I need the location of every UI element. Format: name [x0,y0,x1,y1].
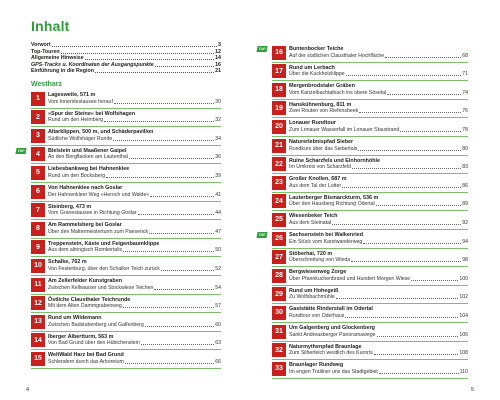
tour-number: 24 [272,194,286,208]
tour-subtitle-line [48,154,221,161]
tour-entry[interactable] [272,211,468,230]
tour-number: 19 [272,101,286,115]
tour-text [289,63,468,81]
tour-subtitle: Im engen Trailiner uns das Stadtgebiet [289,368,378,375]
tour-page: 94 [462,238,468,245]
tour-list-left [17,90,221,369]
tour-subtitle: Sankt Andreasberger Panoramawege [289,331,376,338]
leader-dots [400,127,461,132]
tour-subtitle-line [48,266,221,273]
tour-subtitle-line [48,99,221,106]
tour-entry[interactable] [272,323,468,342]
tour-entry[interactable] [272,193,468,212]
tour-text [289,304,468,322]
leader-dots [113,136,214,141]
tour-subtitle-line [48,117,221,124]
tour-subtitle: Zwei Routen von Riefensbeek [289,108,359,115]
tour-text [48,146,221,164]
tour-number: 3 [31,129,45,143]
top-tour-badge: TOP [258,232,266,237]
tour-text [48,90,221,108]
tour-page: 102 [459,294,468,301]
leader-dots [161,266,214,271]
tour-number: 8 [31,222,45,236]
tour-number: 17 [272,64,286,78]
tour-subtitle-line [48,359,221,366]
tour-name: Hanskühnenburg, 811 m [289,101,352,108]
toc-entry[interactable] [31,62,221,69]
tour-text [289,118,468,136]
tour-name: Braunlager Rundweg [289,362,344,369]
tour-number: 12 [31,296,45,310]
tour-number: 23 [272,176,286,190]
tour-number: 29 [272,287,286,301]
tour-entry[interactable] [31,183,221,202]
tour-text [289,267,468,285]
tour-subtitle: Südliche Wolfshäger Runde [48,135,113,142]
tour-text [48,313,221,331]
leader-dots [149,229,214,234]
toc-entry[interactable] [31,42,221,49]
leader-dots [342,183,461,188]
toc-entry-page: 3 [218,42,221,48]
tour-entry[interactable] [31,164,221,183]
tour-number: 26 [272,232,286,246]
tour-name: Rund um Hohegeiß [289,287,339,294]
tour-number: 21 [272,139,286,153]
tour-entry[interactable] [31,220,221,239]
tour-page: 32 [215,117,221,124]
tour-entry[interactable] [258,230,468,249]
tour-page: 89 [462,201,468,208]
tour-subtitle-line [289,108,468,115]
tour-subtitle-line [48,322,221,329]
tour-entry[interactable] [31,90,221,109]
tour-subtitle: Zwischen Kellwasser und Stockwiese Teichen [48,284,154,291]
leader-dots [345,313,458,318]
leader-dots [150,192,214,197]
toc-entry-page: 16 [215,61,221,68]
tour-subtitle-line [289,183,468,190]
tour-text [289,211,468,229]
leader-dots [374,350,458,355]
toc-entry-title: GPS-Tracks u. Koordinaten der Ausgangspunkte [31,61,154,68]
tour-entry[interactable] [17,146,221,165]
leader-dots [358,146,461,151]
tour-text [48,127,221,145]
leader-dots [104,117,214,122]
tour-page: 78 [462,126,468,133]
tour-text [48,220,221,238]
tour-subtitle: Rund um den Heimberg [48,117,104,124]
tour-entry[interactable] [272,304,468,323]
tour-page: 108 [459,350,468,357]
toc-entry-title: Top-Touren [31,48,60,55]
tour-name: Großer Knollen, 687 m [289,176,347,183]
leader-dots [106,173,214,178]
leader-dots [359,108,461,113]
intro-list [31,42,221,75]
leader-dots [154,285,214,290]
tour-text [289,323,468,341]
tour-number: 1 [31,92,45,106]
tour-number: 30 [272,306,286,320]
tour-number: 2 [31,110,45,124]
tour-text [289,230,468,248]
tour-entry[interactable] [31,239,221,258]
toc-entry-title: Vorwort [31,42,51,48]
tour-subtitle: Vom Innerstestausee herauf [48,98,113,105]
tour-entry[interactable] [272,100,468,119]
leader-dots [377,332,459,337]
tour-name: Am Zellerfelder Kunstgraben [48,277,122,284]
tour-text [48,295,221,313]
toc-entry-title: Einführung in die Region [31,68,94,75]
tour-entry[interactable] [272,360,468,379]
tour-page: 86 [462,182,468,189]
tour-name: Treppenstein, Käste und Feigenbaumklippe [48,240,160,247]
tour-text [48,109,221,127]
tour-number: 31 [272,325,286,339]
page-title: Inhalt [31,18,70,34]
tour-subtitle-line [289,332,468,339]
tour-name: Östliche Clausthaler Teichrunde [48,296,131,303]
tour-subtitle: Zwischen Badstubenberg und Galfenberg [48,321,144,328]
tour-subtitle-line [289,53,468,60]
tour-entry[interactable] [31,257,221,276]
tour-subtitle: Über Pfannkuchenbrand und Hundert Morgen Wiese [289,275,411,282]
tour-page: 100 [459,275,468,282]
leader-dots [123,247,214,252]
tour-entry[interactable] [31,332,221,351]
tour-text [289,156,468,174]
tour-name: Rund um Wildemann [48,315,102,322]
leader-dots [129,154,214,159]
toc-entry[interactable] [31,49,221,56]
leader-dots [52,42,217,47]
tour-subtitle-line [48,229,221,236]
tour-name: Naturerlebnispfad Sieber [289,138,354,145]
tour-page: 71 [462,71,468,78]
tour-subtitle-line [289,146,468,153]
tour-entry[interactable] [272,174,468,193]
tour-subtitle: Mit dem Alten Dammgrabenweg [48,303,122,310]
tour-page: 44 [215,210,221,217]
tour-subtitle: An den Bergflanken am Lautenthal [48,154,128,161]
tour-subtitle: Zum Lonauer Wasserfall im Lonauer Staustrand [289,126,400,133]
tour-entry[interactable] [31,127,221,146]
tour-page: 110 [459,368,468,375]
tour-subtitle: Über den Hausberg Richtung Odertal [289,201,375,208]
tour-page: 66 [215,358,221,365]
tour-number: 33 [272,362,286,376]
tour-entry[interactable] [31,350,221,369]
toc-entry[interactable] [31,55,221,62]
tour-name: Altarklippen, 500 m, und Schäderpavillon [48,129,154,136]
tour-name: Buntenbocker Teiche [289,46,344,52]
tour-subtitle-line [289,350,468,357]
tour-page: 74 [462,89,468,96]
tour-name: WeltWald Harz bei Bad Grund [48,352,124,359]
tour-subtitle: Aus dem Steinatal [289,219,332,226]
tour-subtitle-line [289,257,468,264]
tour-page: 47 [215,228,221,235]
tour-page: 76 [462,108,468,115]
leader-dots [141,340,215,345]
tour-number: 13 [31,315,45,329]
tour-number: 5 [31,166,45,180]
tour-subtitle: Vom Kanzelbachtalbach ins obere Sösetal [289,89,387,96]
tour-subtitle: Ein Stück vom Karstwanderweg [289,238,363,245]
tour-subtitle-line [48,173,221,180]
tour-page: 54 [215,284,221,291]
leader-dots [85,55,214,60]
tour-page: 98 [462,257,468,264]
tour-subtitle-line [48,303,221,310]
tour-name: Sachsenstein bei Walkenried [289,231,364,238]
tour-subtitle: Der Hahnenkleer Weg »Heroch und Walde« [48,191,150,198]
leader-dots [379,369,459,374]
leader-dots [125,359,214,364]
leader-dots [332,220,461,225]
leader-dots [145,322,214,327]
tour-page: 60 [215,321,221,328]
tour-entry[interactable] [272,156,468,175]
top-tour-badge: TOP [258,47,266,51]
tour-text [48,164,221,182]
tour-subtitle-line [289,71,468,78]
tour-text [289,360,468,378]
tour-entry[interactable] [31,276,221,295]
tour-name: Um Galgenberg und Glockenberg [289,324,375,331]
tour-name: »Spur der Steine« bei Wolfshagen [48,110,136,117]
tour-page: 57 [215,303,221,310]
tour-subtitle-line [289,220,468,227]
tour-number: 18 [272,83,286,97]
tour-number: 9 [31,240,45,254]
leader-dots [95,68,214,73]
tour-page: 50 [215,247,221,254]
tour-name: Mergenbrodstaler Gräben [289,83,355,90]
tour-entry[interactable] [31,313,221,332]
tour-subtitle: Über die Kuckholzklippe [289,71,345,78]
tour-subtitle: Im Umkreis von Scharzfeld [289,164,351,171]
toc-entry-page: 12 [215,48,221,55]
leader-dots [352,164,461,169]
leader-dots [376,201,462,206]
leader-dots [351,257,461,262]
tour-subtitle: Überschreitung von Wieda [289,257,351,264]
tour-name: Lonauer Rundtour [289,120,337,127]
tour-entry[interactable] [272,137,468,156]
tour-name: Iberger Albertturm, 563 m [48,333,114,340]
tour-entry[interactable] [258,44,468,63]
tour-name: Lauterberger Bismarckturm, 536 m [289,194,379,201]
leader-dots [363,239,461,244]
toc-entry-page: 21 [215,68,221,75]
tour-page: 83 [462,164,468,171]
tour-number: 4 [31,147,45,161]
tour-text [289,100,468,118]
tour-subtitle: Zu Wolfsbachmühle [289,294,335,301]
tour-subtitle-line [289,164,468,171]
tour-subtitle: Zum Silberteich westlich des Kurorts [289,350,373,357]
tour-number: 14 [31,333,45,347]
page-number-right: 5 [470,387,474,393]
tour-entry[interactable] [31,295,221,314]
tour-name: Am Rammelsberg bei Goslar [48,222,122,229]
tour-subtitle: Schlendern durch das Arboretum [48,358,124,365]
tour-number: 7 [31,203,45,217]
tour-text [48,276,221,294]
tour-subtitle-line [289,239,468,246]
tour-text [289,81,468,99]
tour-name: Lagesweite, 571 m [48,91,96,98]
tour-list-right [258,44,468,379]
tour-subtitle-line [48,285,221,292]
tour-subtitle-line [289,276,468,283]
tour-page: 80 [462,145,468,152]
tour-entry[interactable] [272,249,468,268]
tour-page: 68 [462,52,468,59]
tour-number: 28 [272,269,286,283]
toc-entry-title: Allgemeine Hinweise [31,55,84,62]
tour-entry[interactable] [272,63,468,82]
tour-number: 16 [272,46,286,60]
tour-page: 39 [215,172,221,179]
tour-entry[interactable] [31,202,221,221]
tour-number: 20 [272,120,286,134]
tour-page: 106 [459,331,468,338]
tour-number: 10 [31,259,45,273]
tour-text [289,193,468,211]
leader-dots [411,276,458,281]
tour-page: 36 [215,154,221,161]
leader-dots [155,62,214,67]
tour-name: Ruine Scharzfels und Einhornhöhle [289,157,381,164]
tour-number: 6 [31,185,45,199]
tour-subtitle: Rund um den Bocksberg [48,172,106,179]
tour-name: Liebesbankweg bei Hahnenklee [48,166,130,173]
tour-page: 104 [459,312,468,319]
tour-subtitle: Von Bad Grund über den Hübichenstein [48,340,140,347]
toc-entry-page: 14 [215,55,221,62]
leader-dots [114,99,214,104]
tour-name: Bergwiesenweg Zorge [289,269,347,276]
leader-dots [346,71,462,76]
tour-subtitle: Von Festenburg, über den Schalker Teich zurück [48,265,160,272]
tour-page: 92 [462,219,468,226]
toc-entry[interactable] [31,68,221,75]
tour-page: 34 [215,135,221,142]
tour-subtitle: Vom Granestausee in Richtung Goslar [48,210,137,217]
tour-entry[interactable] [272,81,468,100]
tour-entry[interactable] [272,118,468,137]
tour-text [289,174,468,192]
tour-subtitle-line [289,90,468,97]
region-heading: Westharz [31,80,62,88]
tour-name: Bielstein und Maaßener Gaipel [48,147,127,154]
tour-text [289,44,468,62]
tour-subtitle-line [48,192,221,199]
tour-text [289,137,468,155]
tour-text [289,249,468,267]
tour-name: Von Hahnenklee nach Goslar [48,184,123,191]
tour-text [48,332,221,350]
tour-name: Naturmythenpfad Braunlage [289,343,362,350]
tour-text [48,257,221,275]
tour-subtitle: Aus dem Tal der Lutter [289,182,342,189]
leader-dots [387,90,461,95]
page-left [17,18,221,369]
tour-subtitle-line [48,136,221,143]
tour-page: 63 [215,340,221,347]
tour-number: 32 [272,343,286,357]
page-right [258,44,468,379]
tour-subtitle: Über den Maltermeisterturm zum Paesenck [48,228,149,235]
tour-entry[interactable] [31,109,221,128]
tour-name: Schalke, 762 m [48,259,87,266]
tour-subtitle-line [289,313,468,320]
tour-subtitle: Auf der südlichen Clausthaler Hochfläche [289,52,385,59]
tour-subtitle-line [289,294,468,301]
tour-name: Wiesenbeker Teich [289,213,338,220]
tour-subtitle: Rundtour von Oderhaus [289,312,345,319]
tour-page: 30 [215,98,221,105]
tour-name: Stöberhai, 720 m [289,250,333,257]
tour-text [289,342,468,360]
tour-text [48,183,221,201]
leader-dots [123,303,214,308]
tour-number: 15 [31,352,45,366]
tour-number: 27 [272,250,286,264]
leader-dots [385,53,461,58]
tour-name: Rund um Lerbach [289,64,335,71]
tour-number: 11 [31,278,45,292]
tour-subtitle-line [48,247,221,254]
leader-dots [138,210,215,215]
top-tour-badge: TOP [17,148,25,153]
tour-name: Gaststätte Rinderstall im Odertal [289,306,373,313]
tour-subtitle: Aus dem altringisch Romkertalis [48,247,123,254]
tour-entry[interactable] [272,342,468,361]
tour-subtitle-line [48,210,221,217]
tour-text [289,286,468,304]
tour-page: 41 [215,191,221,198]
tour-text [48,202,221,220]
tour-name: Steinberg, 473 m [48,203,92,210]
tour-text [48,239,221,257]
tour-page: 52 [215,265,221,272]
leader-dots [61,49,214,54]
tour-entry[interactable] [272,286,468,305]
tour-number: 25 [272,213,286,227]
tour-text [48,350,221,368]
tour-subtitle: Rundkurs über das Siebertals [289,145,358,152]
tour-entry[interactable] [272,267,468,286]
leader-dots [336,294,459,299]
tour-subtitle-line [289,369,468,376]
tour-subtitle-line [289,201,468,208]
tour-subtitle-line [48,340,221,347]
page-number-left: 4 [26,387,30,393]
tour-number: 22 [272,157,286,171]
tour-subtitle-line [289,127,468,134]
